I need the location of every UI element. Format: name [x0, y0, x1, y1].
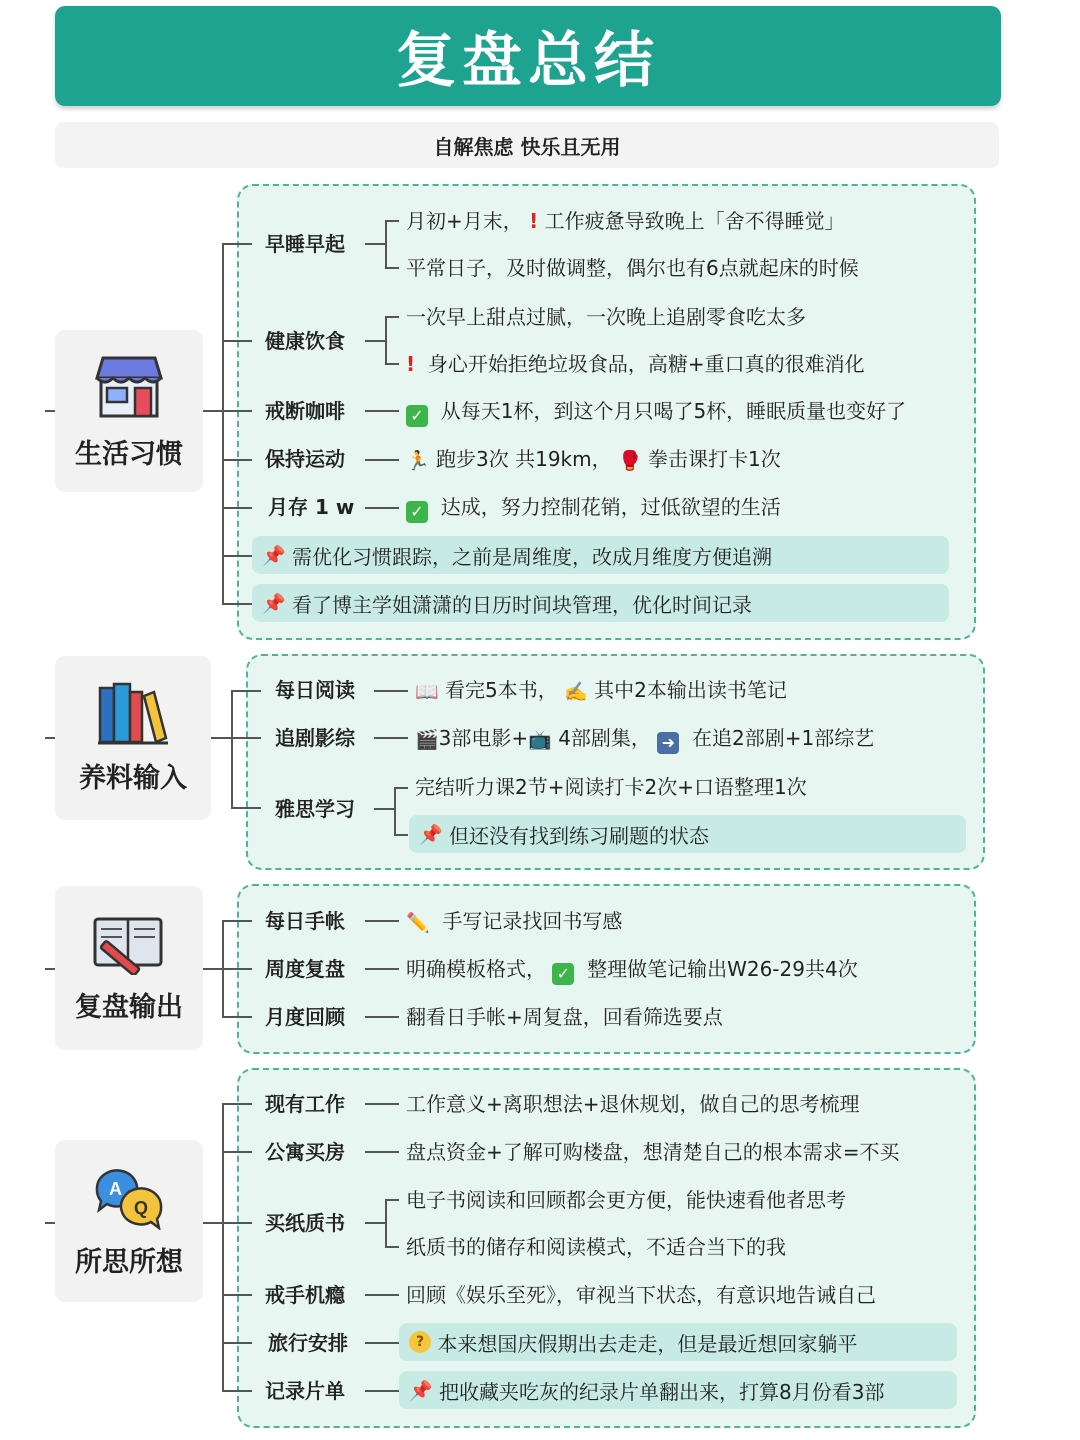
connector [231, 690, 261, 692]
connector [222, 1103, 224, 1391]
connector [45, 410, 55, 412]
docs-note: 📌 把收藏夹吃灰的纪录片单翻出来，打算8月份看3部 [399, 1371, 957, 1409]
connector [365, 1390, 399, 1392]
connector [385, 1199, 399, 1201]
connector [394, 787, 396, 835]
branch-docs: 记录片单 [265, 1379, 345, 1403]
page-title: 复盘总结 [396, 26, 660, 96]
connector [374, 690, 408, 692]
branch-diet: 健康饮食 [265, 329, 345, 353]
connector [374, 737, 408, 739]
journal-item: ✏️ 手写记录找回书写感 [406, 909, 623, 934]
connector [365, 243, 385, 245]
branch-coffee: 戒断咖啡 [265, 399, 345, 423]
branch-phone: 戒手机瘾 [265, 1283, 345, 1307]
category-label: 所思所想 [75, 1246, 183, 1278]
running-icon: 🏃 [406, 450, 430, 472]
connector [222, 1222, 252, 1224]
connector [365, 340, 385, 342]
branch-journal: 每日手帐 [265, 909, 345, 933]
open-book-icon: 📖 [415, 681, 439, 703]
connector [394, 834, 408, 836]
connector [385, 267, 399, 269]
connector [222, 1390, 252, 1392]
branch-ielts: 雅思学习 [275, 797, 355, 821]
clapperboard-icon: 🎬 [415, 729, 439, 751]
exclamation-icon: ! [529, 209, 539, 233]
connector [365, 1103, 399, 1105]
category-label: 复盘输出 [75, 991, 183, 1023]
branch-sleep: 早睡早起 [265, 232, 345, 256]
writing-hand-icon: ✍️ [564, 681, 588, 703]
arrow-right-icon: ➜ [657, 732, 679, 754]
read-item: 📖 看完5本书， ✍️ 其中2本输出读书笔记 [415, 678, 787, 703]
connector [222, 1016, 252, 1018]
ielts-note: 📌 但还没有找到练习刷题的状态 [409, 815, 966, 853]
ielts-item: 完结听力课2节+阅读打卡2次+口语整理1次 [415, 775, 807, 799]
connector [365, 1342, 399, 1344]
diet-item: 一次早上甜点过腻，一次晚上追剧零食吃太多 [406, 305, 806, 329]
boxing-glove-icon: 🥊 [618, 450, 642, 472]
phone-item: 回顾《娱乐至死》，审视当下状态，有意识地告诫自己 [406, 1283, 876, 1307]
connector [222, 968, 252, 970]
connector [211, 737, 232, 739]
connector [365, 459, 399, 461]
connector [45, 1222, 55, 1224]
qa-bubbles-icon [91, 1164, 167, 1230]
books-icon [96, 682, 170, 746]
connector [222, 555, 252, 557]
branch-monthly: 月度回顾 [265, 1005, 345, 1029]
branch-weekly: 周度复盘 [265, 957, 345, 981]
connector [45, 737, 55, 739]
pushpin-icon: 📌 [262, 592, 286, 615]
connector [222, 410, 252, 412]
connector [394, 787, 408, 789]
travel-note: ? 本来想国庆假期出去走走，但是最近想回家躺平 [399, 1323, 957, 1361]
category-label: 生活习惯 [75, 438, 183, 470]
weekly-item: 明确模板格式， ✓ 整理做笔记输出W26-29共4次 [406, 957, 858, 983]
monthly-item: 翻看日手帐+周复盘，回看筛选要点 [406, 1005, 723, 1029]
connector [385, 1199, 387, 1247]
connector [222, 920, 252, 922]
pushpin-icon: 📌 [262, 544, 286, 567]
coffee-item: ✓ 从每天1杯，到这个月只喝了5杯，睡眠质量也变好了 [406, 399, 906, 427]
connector [365, 507, 399, 509]
sleep-item: 平常日子，及时做调整，偶尔也有6点就起床的时候 [406, 256, 859, 280]
connector [222, 340, 252, 342]
connector [385, 1246, 399, 1248]
connector [365, 920, 399, 922]
svg-text:A: A [109, 1178, 122, 1199]
connector [222, 1294, 252, 1296]
connector [222, 603, 252, 605]
books-item: 纸质书的储存和阅读模式，不适合当下的我 [406, 1235, 786, 1259]
habits-note: 📌 看了博主学姐潇潇的日历时间块管理，优化时间记录 [252, 584, 949, 622]
pushpin-icon: 📌 [419, 823, 443, 846]
branch-sport: 保持运动 [265, 447, 345, 471]
sleep-item: 月初+月末， ! 工作疲惫导致晚上「舍不得睡觉」 [406, 209, 845, 233]
subtitle-bar: 自解焦虑 快乐且无用 [55, 122, 999, 168]
connector [203, 968, 223, 970]
connector [222, 243, 224, 605]
branch-save: 月存 1 w [268, 495, 355, 519]
connector [365, 1151, 399, 1153]
branch-read: 每日阅读 [275, 678, 355, 702]
connector [365, 1016, 399, 1018]
save-item: ✓ 达成，努力控制花销，过低欲望的生活 [406, 495, 781, 523]
pencil-icon: ✏️ [406, 912, 430, 934]
diet-item: ! 身心开始拒绝垃圾食品，高糖+重口真的很难消化 [406, 352, 865, 376]
connector [222, 459, 252, 461]
connector [385, 363, 399, 365]
house-item: 盘点资金+了解可购楼盘，想清楚自己的根本需求=不买 [406, 1140, 900, 1164]
category-habits [55, 330, 203, 492]
connector [385, 220, 399, 222]
connector [231, 807, 261, 809]
checkmark-icon: ✓ [406, 405, 428, 427]
category-thoughts [55, 1140, 203, 1302]
connector [365, 1294, 399, 1296]
category-output [55, 886, 203, 1050]
connector [365, 410, 399, 412]
branch-work: 现有工作 [265, 1092, 345, 1116]
checkmark-icon: ✓ [406, 501, 428, 523]
tv-icon: 📺 [528, 729, 552, 751]
connector [365, 1222, 385, 1224]
category-input [55, 656, 211, 820]
habits-note: 📌 需优化习惯跟踪，之前是周维度，改成月维度方便追溯 [252, 536, 949, 574]
branch-drama: 追剧影综 [275, 726, 355, 750]
sport-item: 🏃 跑步3次 共19km， 🥊 拳击课打卡1次 [406, 447, 781, 472]
connector [45, 968, 55, 970]
connector [222, 507, 252, 509]
svg-text:Q: Q [134, 1197, 149, 1218]
connector [203, 410, 223, 412]
store-icon [93, 352, 165, 422]
connector [203, 1222, 223, 1224]
connector [231, 737, 261, 739]
connector [222, 1151, 252, 1153]
connector [374, 808, 394, 810]
notebook-icon [91, 913, 167, 975]
connector [222, 1342, 252, 1344]
branch-house: 公寓买房 [265, 1140, 345, 1164]
connector [222, 243, 252, 245]
title-banner [55, 6, 1001, 106]
connector [385, 220, 387, 268]
connector [231, 690, 233, 808]
branch-books: 买纸质书 [265, 1211, 345, 1235]
checkmark-icon: ✓ [552, 963, 574, 985]
work-item: 工作意义+离职想法+退休规划，做自己的思考梳理 [406, 1092, 860, 1116]
exclamation-icon: ! [406, 352, 416, 376]
pushpin-icon: 📌 [409, 1379, 433, 1402]
thinking-face-icon: ? [409, 1331, 431, 1353]
connector [385, 316, 399, 318]
connector [385, 316, 387, 364]
branch-travel: 旅行安排 [268, 1331, 348, 1355]
books-item: 电子书阅读和回顾都会更方便，能快速看他者思考 [406, 1188, 846, 1212]
category-label: 养料输入 [79, 762, 187, 794]
drama-item: 🎬3部电影+📺 4部剧集， ➜ 在追2部剧+1部综艺 [415, 726, 875, 752]
connector [222, 1103, 252, 1105]
connector [365, 968, 399, 970]
